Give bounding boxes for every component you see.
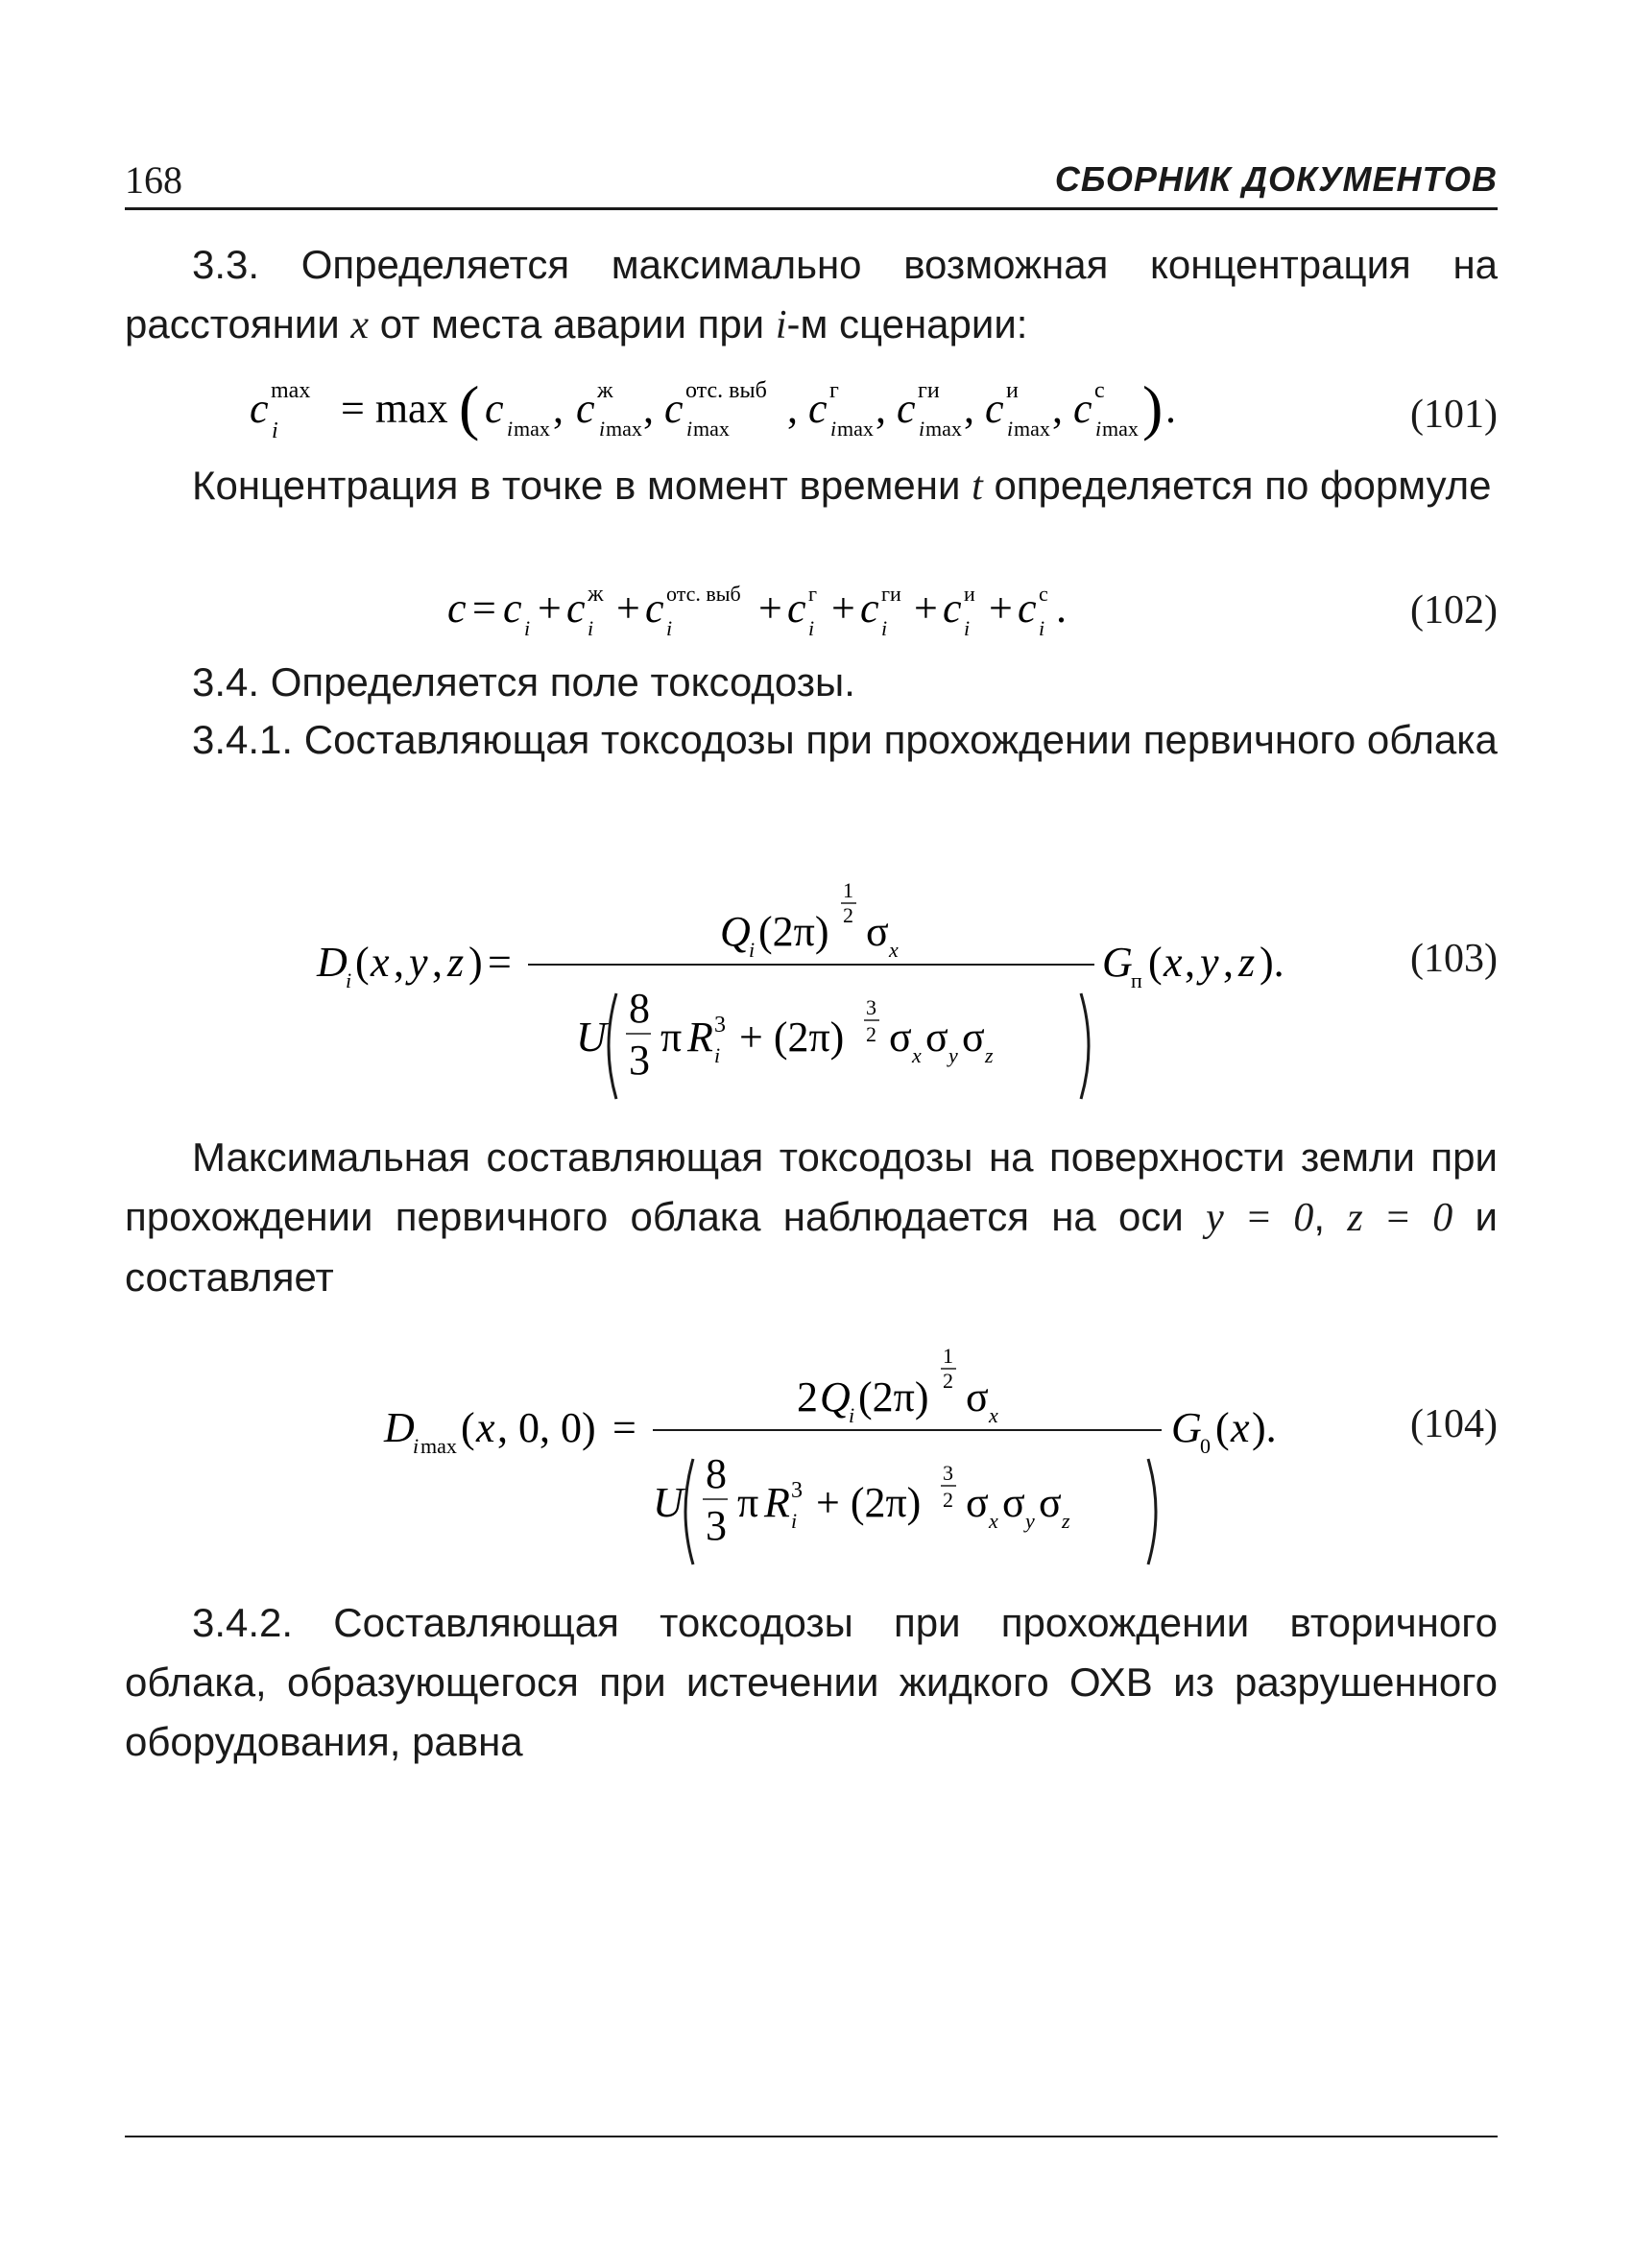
svg-text:z: z [447, 939, 465, 986]
svg-text:Q: Q [820, 1373, 851, 1420]
page-number: 168 [125, 158, 182, 202]
equation-103 [125, 869, 1498, 1128]
svg-text:+: + [616, 585, 640, 632]
svg-text:c: c [485, 385, 504, 432]
svg-text:8: 8 [629, 985, 650, 1032]
svg-text:,: , [964, 385, 974, 432]
svg-text:ги: ги [881, 582, 901, 606]
svg-text:,: , [643, 385, 654, 432]
svg-text:(2π): (2π) [858, 1373, 929, 1420]
svg-text:max: max [420, 1434, 457, 1458]
svg-text:1: 1 [843, 878, 853, 902]
svg-text:c: c [566, 585, 586, 632]
svg-text:max: max [925, 417, 962, 441]
svg-text:c: c [503, 585, 522, 632]
svg-text:2: 2 [797, 1373, 818, 1420]
svg-text:): ) [468, 939, 483, 986]
svg-text:3: 3 [866, 995, 876, 1019]
svg-text:max: max [837, 417, 874, 441]
svg-text:,: , [787, 385, 798, 432]
svg-text:U: U [576, 1014, 607, 1061]
svg-text:i: i [1039, 616, 1045, 640]
svg-text:x: x [1231, 1404, 1250, 1451]
svg-text:3: 3 [791, 1478, 803, 1503]
footer-rule [125, 2136, 1498, 2137]
svg-text:3: 3 [706, 1502, 727, 1549]
svg-text:,: , [876, 385, 886, 432]
svg-text:c: c [645, 585, 664, 632]
svg-text:0: 0 [1200, 1434, 1211, 1458]
svg-text:y: y [1025, 1509, 1035, 1533]
svg-text:с: с [1094, 378, 1105, 403]
svg-text:π: π [660, 1014, 683, 1061]
svg-text:σ: σ [1002, 1479, 1025, 1526]
svg-text:σ: σ [925, 1014, 948, 1061]
svg-text:+ (2π): + (2π) [739, 1014, 845, 1061]
svg-text:2: 2 [943, 1369, 953, 1393]
svg-text:U: U [653, 1479, 684, 1526]
svg-text:г: г [808, 582, 818, 606]
svg-text:(: ( [355, 939, 370, 986]
equation-104 [125, 1334, 1498, 1593]
svg-text:σ: σ [962, 1014, 985, 1061]
svg-text:x: x [989, 1509, 998, 1533]
svg-text:(: ( [1148, 939, 1163, 986]
equation-102-number: (102) [1410, 588, 1498, 633]
svg-text:,: , [1185, 939, 1195, 986]
svg-text:+: + [538, 585, 562, 632]
svg-text:i: i [791, 1509, 798, 1533]
svg-text:c: c [860, 585, 879, 632]
svg-text:i: i [346, 968, 352, 992]
equation-103-number: (103) [1410, 937, 1498, 981]
svg-text:max: max [693, 417, 730, 441]
svg-text:3: 3 [629, 1037, 650, 1084]
paragraph-3-4-1: 3.4.1. Составляющая токсодозы при прохождении первичного облака [192, 717, 1498, 762]
svg-text:=: = [488, 939, 512, 986]
svg-text:π: π [737, 1479, 759, 1526]
equation-104-number: (104) [1410, 1402, 1498, 1446]
svg-text:c: c [576, 385, 595, 432]
svg-text:c: c [787, 585, 806, 632]
svg-text:σ: σ [966, 1373, 989, 1420]
svg-text:).: ). [1260, 939, 1284, 986]
svg-text:c: c [664, 385, 684, 432]
paragraph-3-4: 3.4. Определяется поле токсодозы. [192, 659, 855, 704]
svg-text:i: i [1007, 417, 1014, 441]
svg-text:max: max [514, 417, 550, 441]
svg-text:,: , [394, 939, 404, 986]
svg-text:3: 3 [714, 1013, 726, 1038]
svg-text:i: i [749, 938, 756, 962]
svg-text:i: i [666, 616, 673, 640]
svg-text:i: i [1095, 417, 1102, 441]
svg-text:i: i [919, 417, 925, 441]
svg-text:c: c [1073, 385, 1092, 432]
paragraph-concentration: Концентрация в точке в момент времени t определяется по формуле [192, 463, 1492, 509]
svg-text:x: x [889, 938, 899, 962]
svg-text:ж: ж [588, 582, 604, 607]
svg-text:(: ( [461, 1404, 475, 1451]
equation-101 [125, 363, 1498, 459]
svg-text:и: и [964, 582, 975, 606]
svg-text:i: i [686, 417, 693, 441]
svg-text:+: + [989, 585, 1013, 632]
svg-text:max: max [1102, 417, 1139, 441]
svg-text:max: max [1014, 417, 1050, 441]
running-title: СБОРНИК ДОКУМЕНТОВ [1054, 159, 1498, 199]
svg-text:=: = [472, 585, 496, 632]
svg-text:с: с [1039, 582, 1048, 606]
svg-text:D: D [384, 1404, 415, 1451]
svg-text:).: ). [1252, 1404, 1277, 1451]
svg-text:z: z [985, 1043, 994, 1067]
svg-text:i: i [599, 417, 606, 441]
svg-text:x: x [912, 1043, 922, 1067]
svg-text:(: ( [459, 373, 480, 442]
svg-text:г: г [829, 378, 839, 403]
svg-text:y: y [1200, 939, 1219, 986]
svg-text:): ) [1142, 373, 1164, 442]
svg-text:, 0, 0): , 0, 0) [497, 1404, 596, 1451]
svg-text:i: i [830, 417, 837, 441]
svg-text:2: 2 [943, 1488, 953, 1512]
svg-text:,: , [553, 385, 564, 432]
svg-text:i: i [588, 616, 594, 640]
svg-text:R: R [687, 1014, 713, 1061]
svg-text:3: 3 [943, 1461, 953, 1485]
svg-text:c: c [1018, 585, 1037, 632]
svg-text:R: R [764, 1479, 790, 1526]
svg-text:i: i [849, 1403, 855, 1427]
svg-text:(: ( [1215, 1404, 1230, 1451]
svg-text:σ: σ [966, 1479, 989, 1526]
svg-text:y: y [409, 939, 428, 986]
svg-text:c: c [250, 385, 269, 432]
svg-text:i: i [808, 616, 815, 640]
svg-text:c: c [447, 585, 467, 632]
svg-text:+: + [914, 585, 938, 632]
svg-text:.: . [1056, 585, 1067, 632]
svg-text:G: G [1171, 1404, 1202, 1451]
paragraph-3-3: 3.3. Определяется максимально возможная концентрация на расстоянии x от места аварии при i-м сценарии: [125, 242, 1498, 347]
svg-text:x: x [1164, 939, 1183, 986]
svg-text:ж: ж [597, 378, 613, 403]
svg-text:1: 1 [943, 1344, 953, 1368]
paragraph-3-4-2: 3.4.2. Составляющая токсодозы при прохождении вторичного облака, образующегося при истечении жидкого ОХВ из разрушенного оборудования, равна [125, 1600, 1498, 1764]
svg-text:σ: σ [866, 908, 889, 955]
svg-text:,: , [1052, 385, 1063, 432]
svg-text:c: c [808, 385, 828, 432]
equation-101-number: (101) [1410, 393, 1498, 437]
svg-text:c: c [943, 585, 962, 632]
svg-text:G: G [1102, 939, 1133, 986]
svg-text:i: i [272, 418, 278, 443]
svg-text:(2π): (2π) [758, 908, 829, 955]
svg-text:=: = [612, 1404, 636, 1451]
svg-text:i: i [964, 616, 971, 640]
svg-text:отс. выб: отс. выб [666, 582, 741, 606]
svg-text:σ: σ [889, 1014, 912, 1061]
svg-text:z: z [1062, 1509, 1070, 1533]
svg-text:c: c [985, 385, 1004, 432]
svg-text:max: max [271, 378, 311, 403]
svg-text:z: z [1238, 939, 1256, 986]
svg-text:i: i [881, 616, 888, 640]
svg-text:и: и [1006, 378, 1019, 403]
svg-text:x: x [476, 1404, 495, 1451]
svg-text:ги: ги [918, 378, 940, 403]
svg-text:.: . [1165, 385, 1176, 432]
page-header [125, 154, 1498, 210]
svg-text:= max: = max [341, 385, 448, 432]
svg-text:2: 2 [866, 1022, 876, 1046]
svg-text:отс. выб: отс. выб [685, 378, 767, 403]
svg-text:п: п [1131, 968, 1142, 992]
svg-text:D: D [317, 939, 348, 986]
svg-text:,: , [1223, 939, 1234, 986]
svg-text:i: i [507, 417, 514, 441]
svg-text:c: c [897, 385, 916, 432]
svg-text:x: x [371, 939, 390, 986]
svg-text:+: + [758, 585, 782, 632]
svg-text:+: + [831, 585, 855, 632]
svg-text:2: 2 [843, 903, 853, 927]
svg-text:,: , [432, 939, 443, 986]
svg-text:8: 8 [706, 1450, 727, 1497]
svg-text:max: max [606, 417, 642, 441]
svg-text:i: i [524, 616, 531, 640]
svg-text:Q: Q [720, 908, 751, 955]
svg-text:x: x [989, 1403, 998, 1427]
svg-text:i: i [413, 1434, 420, 1458]
equation-102 [125, 576, 1498, 643]
svg-text:σ: σ [1039, 1479, 1062, 1526]
paragraph-max-component: Максимальная составляющая токсодозы на поверхности земли при прохождении первичного облака наблюдается на оси y = 0, z = 0 и составляет [125, 1134, 1499, 1300]
svg-text:i: i [714, 1043, 721, 1067]
svg-text:+ (2π): + (2π) [816, 1479, 922, 1526]
svg-text:y: y [948, 1043, 958, 1067]
